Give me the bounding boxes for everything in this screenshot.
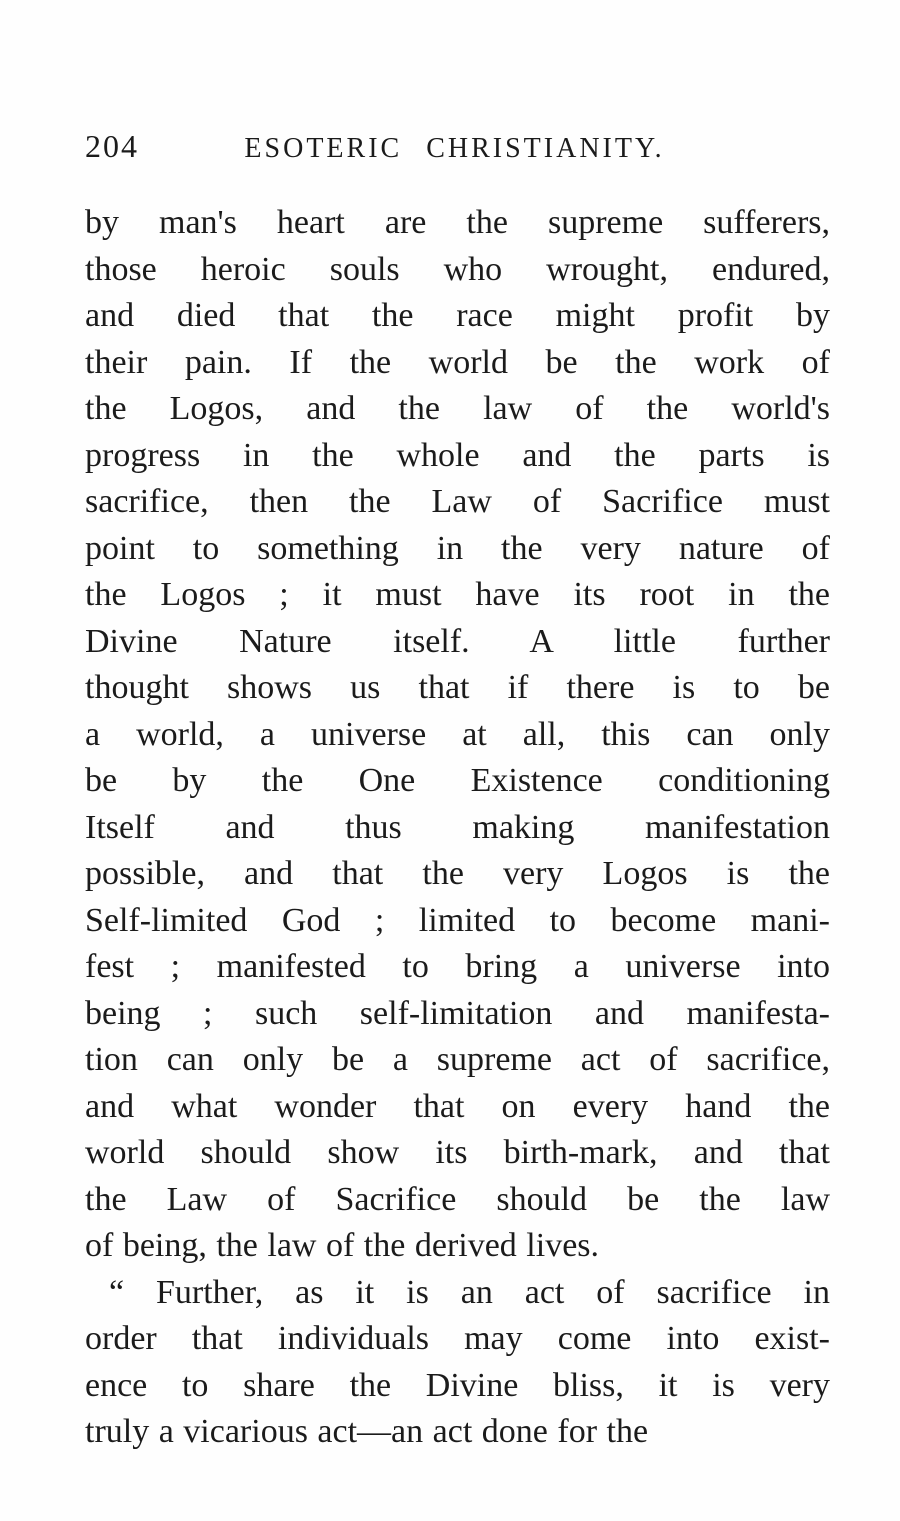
body-text [85, 200, 830, 1456]
text-line: Divine Nature itself. A little further [85, 622, 830, 660]
text-line: truly a vicarious act—an act done for the [85, 1413, 649, 1450]
text-line: be by the One Existence conditioning [85, 762, 830, 799]
text-line: Self-limited God ; limited to become mani- [85, 901, 830, 939]
text-line: and died that the race might profit by [85, 297, 830, 334]
text-line: sacrifice, then the Law of Sacrifice must [85, 483, 830, 520]
text-line: of being, the law of the derived lives. [85, 1227, 600, 1264]
text-line: a world, a universe at all, this can only [85, 715, 830, 753]
text-line: the Law of Sacrifice should be the law [85, 1180, 830, 1218]
page-number: 204 [85, 128, 139, 164]
text-line: tion can only be a supreme act of sacrifice, [85, 1041, 830, 1078]
text-line: Itself and thus making manifestation [85, 808, 830, 846]
text-line: point to something in the very nature of [85, 529, 830, 567]
text-line: and what wonder that on every hand the [85, 1087, 830, 1125]
text-line: progress in the whole and the parts is [85, 436, 830, 474]
text-line: fest ; manifested to bring a universe into [85, 948, 830, 985]
running-header-title: ESOTERIC CHRISTIANITY. [244, 133, 665, 164]
text-line: those heroic souls who wrought, endured, [85, 250, 830, 288]
text-line: possible, and that the very Logos is the [85, 855, 830, 892]
text-line: “ Further, as it is an act of sacrifice in [109, 1273, 830, 1311]
text-line: order that individuals may come into exist- [85, 1320, 830, 1357]
text-line: by man's heart are the supreme sufferers, [85, 204, 830, 241]
text-line: their pain. If the world be the work of [85, 343, 830, 381]
text-line: ence to share the Divine bliss, it is very [85, 1366, 830, 1404]
text-line: the Logos, and the law of the world's [85, 390, 830, 427]
text-line: the Logos ; it must have its root in the [85, 576, 830, 613]
running-head [85, 128, 830, 165]
text-line: being ; such self-limitation and manifesta- [85, 994, 830, 1032]
text-line: thought shows us that if there is to be [85, 669, 830, 706]
text-line: world should show its birth-mark, and that [85, 1134, 830, 1171]
